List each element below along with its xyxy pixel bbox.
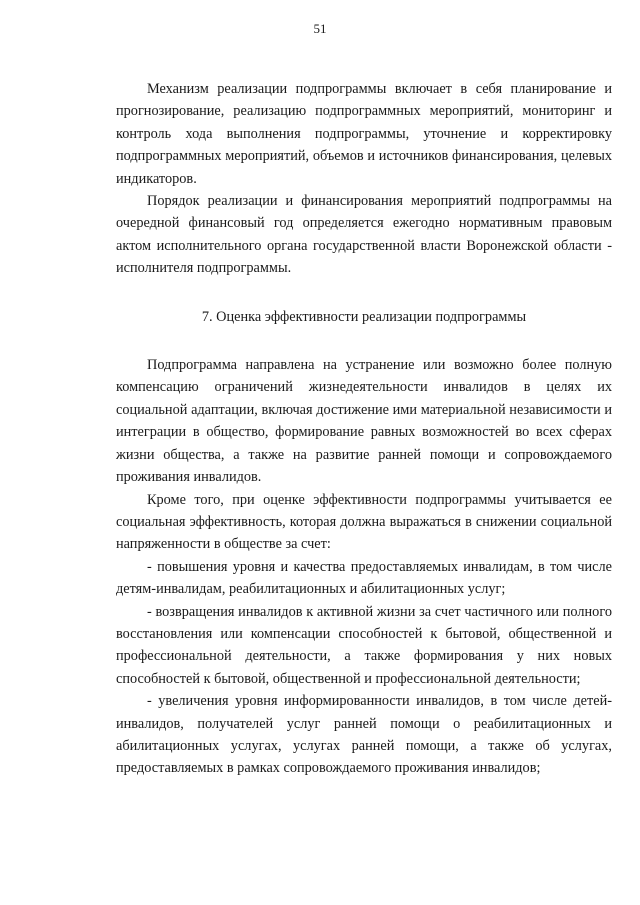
list-item-active-life: - возвращения инвалидов к активной жизни за счет частичного или полного восстановления или компенсации способностей к бытовой, общественной и профессиональной деятельности, а также формирования у них новых способностей к бытовой, общественной и профессиональной деятельности; xyxy=(116,603,612,687)
list-item-service-quality: - повышения уровня и качества предоставляемых инвалидам, в том числе детям-инвалидам, реабилитационных и абилитационных услуг; xyxy=(116,558,612,598)
list-item-awareness: - увеличения уровня информированности инвалидов, в том числе детей-инвалидов, получателей услуг ранней помощи о реабилитационных и абилитационных услугах, услугах ранней помощи, а также об услугах, предоставляемых в рамках сопровождаемого проживания инвалидов; xyxy=(116,693,612,777)
document-body xyxy=(116,78,612,780)
paragraph-subprogram-goal: Подпрограмма направлена на устранение или возможно более полную компенсацию ограничений жизнедеятельности инвалидов в целях их социальной адаптации, включая достижение ими материальной независимости и интеграции в общество, формирование равных возможностей во всех сферах жизни общества, а также на развитие ранней помощи и сопровождаемого проживания инвалидов. xyxy=(116,357,612,486)
paragraph-social-efficiency: Кроме того, при оценке эффективности подпрограммы учитывается ее социальная эффективность, которая должна выражаться в снижении социальной напряженности в обществе за счет: xyxy=(116,491,612,553)
section-heading: 7. Оценка эффективности реализации подпрограммы xyxy=(201,308,527,325)
paragraph-financing-procedure: Порядок реализации и финансирования мероприятий подпрограммы на очередной финансовый год определяется ежегодно нормативным правовым актом исполнительного органа государственной власти Воронежской области - исполнителя подпрограммы. xyxy=(116,193,612,277)
paragraph-implementation-mechanism: Механизм реализации подпрограммы включает в себя планирование и прогнозирование, реализацию подпрограммных мероприятий, мониторинг и контроль хода выполнения подпрограммы, уточнение и корректировку подпрограммных мероприятий, объемов и источников финансирования, целевых индикаторов. xyxy=(116,81,612,187)
page-number: 51 xyxy=(313,21,327,36)
